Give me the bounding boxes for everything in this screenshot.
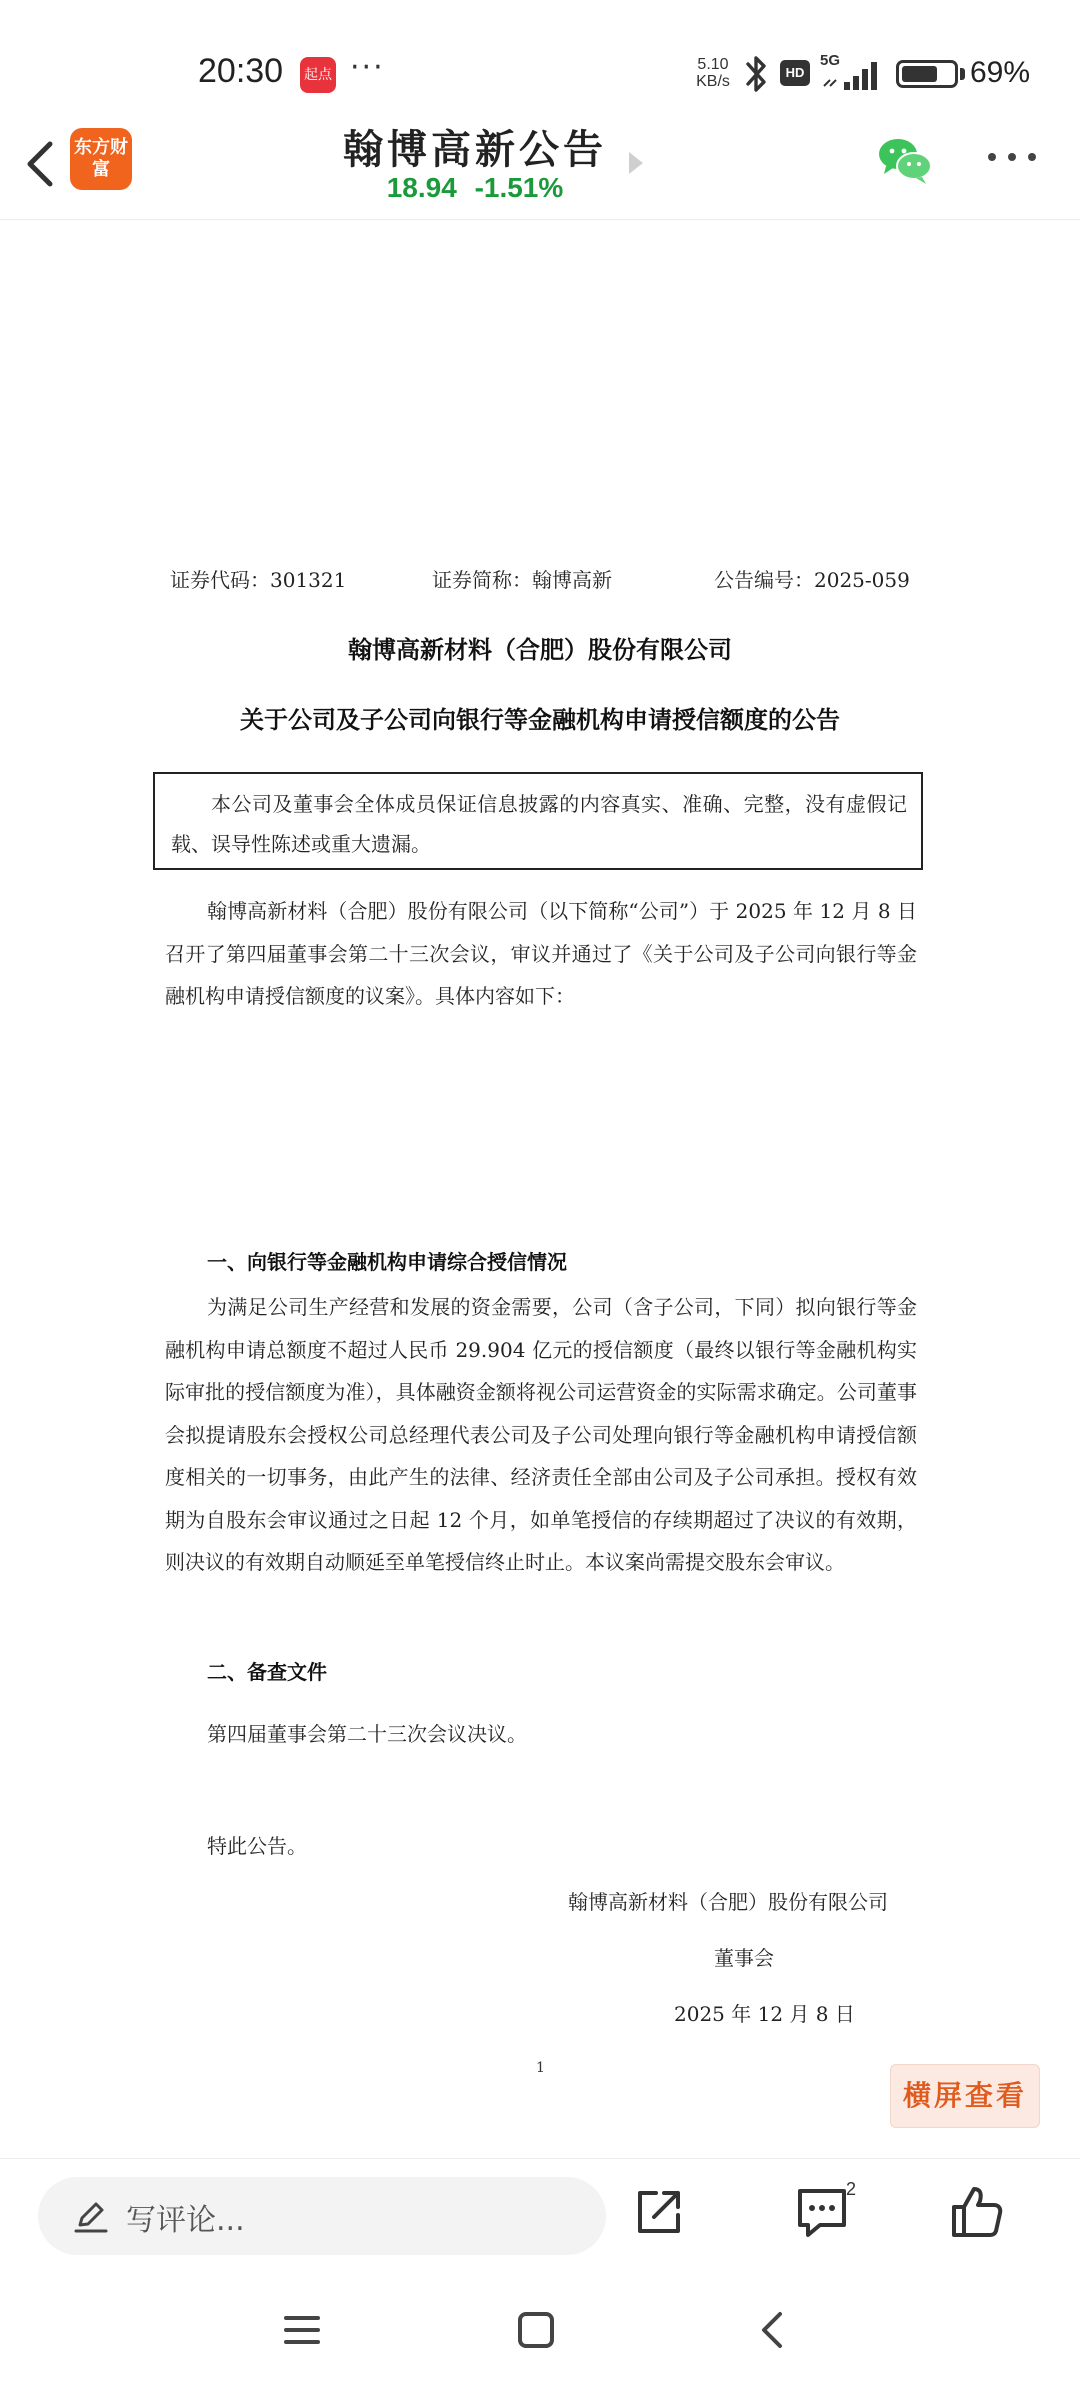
signature-company: 翰博高新材料（合肥）股份有限公司	[568, 1890, 888, 1914]
nav-back-icon[interactable]	[752, 2308, 792, 2352]
status-bar	[0, 0, 1080, 120]
signal-icon	[822, 58, 882, 92]
status-time: 20:30	[198, 52, 284, 90]
bottom-action-bar	[0, 2158, 1080, 2270]
notification-app-badge: 起点	[300, 57, 336, 93]
chevron-right-icon[interactable]	[626, 148, 646, 178]
stock-quote[interactable]	[360, 172, 590, 204]
page-number: 1	[536, 2060, 545, 2076]
comment-input[interactable]	[38, 2177, 606, 2255]
signature-date: 2025 年 12 月 8 日	[674, 2002, 855, 2026]
notification-more: ···	[350, 50, 385, 85]
battery-level	[902, 66, 937, 82]
network-type: 5G	[820, 52, 841, 69]
network-speed: 5.10 KB/s	[696, 56, 730, 90]
announcement-document[interactable]	[0, 220, 1080, 2076]
signature-board: 董事会	[714, 1946, 774, 1970]
bluetooth-icon	[742, 54, 770, 94]
section-1-paragraph: 为满足公司生产经营和发展的资金需要，公司（含子公司，下同）拟向银行等金融机构申请总额度不超过人民币 29.904 亿元的授信额度（最终以银行等金融机构实际审批的授信额度为准），具体融资金额将视公司运营资金的实际需求确定。公司董事会拟提请股东会授权公司总经理代表公司及子公司处理向银行等金融机构申请授信额度相关的一切事务，由此产生的法律、经济责任全部由公司及子公司承担。授权有效期为自股东会审议通过之日起 12 个月，如单笔授信的存续期超过了决议的有效期，则决议的有效期自动顺延至单笔授信终止时止。本议案尚需提交股东会审议。	[165, 1295, 917, 1574]
pen-icon	[72, 2197, 110, 2235]
menu-icon[interactable]	[282, 2310, 322, 2350]
app-logo[interactable]: 东方财富	[70, 128, 132, 190]
battery-cap	[960, 68, 965, 80]
wechat-icon[interactable]	[876, 134, 934, 186]
disclosure-notice: 本公司及董事会全体成员保证信息披露的内容真实、准确、完整，没有虚假记载、误导性陈述或重大遗漏。	[153, 772, 923, 870]
document-header	[170, 564, 910, 594]
home-square-icon[interactable]	[516, 2310, 556, 2350]
comment-bubble-icon[interactable]	[792, 2185, 852, 2241]
comment-count-badge: 2	[846, 2179, 857, 2199]
security-short-name: 证券简称：翰博高新	[432, 568, 612, 592]
comment-placeholder: 写评论...	[126, 2203, 245, 2238]
share-icon[interactable]	[632, 2185, 686, 2239]
security-code: 证券代码：301321	[170, 568, 347, 592]
document-company-name: 翰博高新材料（合肥）股份有限公司	[348, 635, 732, 664]
stock-change: -1.51%	[474, 172, 564, 203]
closing-line: 特此公告。	[207, 1834, 307, 1858]
hd-icon: HD	[780, 60, 810, 86]
battery-icon	[896, 60, 958, 88]
page-title: 翰博高新公告	[343, 126, 607, 173]
more-dots-icon[interactable]	[986, 142, 1038, 172]
announcement-number: 公告编号：2025-059	[714, 568, 910, 592]
intro-paragraph: 翰博高新材料（合肥）股份有限公司（以下简称“公司”）于 2025 年 12 月 8 日召开了第四届董事会第二十三次会议，审议并通过了《关于公司及子公司向银行等金融机构申请授信额度的议案》。具体内容如下：	[165, 899, 917, 1008]
document-title: 关于公司及子公司向银行等金融机构申请授信额度的公告	[240, 705, 840, 734]
stock-price: 18.94	[386, 172, 457, 203]
section-1-heading: 一、向银行等金融机构申请综合授信情况	[207, 1250, 567, 1274]
title-bar	[0, 112, 1080, 220]
system-navigation-bar	[0, 2270, 1080, 2400]
section-2-paragraph: 第四届董事会第二十三次会议决议。	[207, 1722, 527, 1746]
battery-percent: 69%	[970, 56, 1031, 89]
section-2-heading: 二、备查文件	[207, 1660, 327, 1684]
thumbs-up-icon[interactable]	[948, 2183, 1004, 2241]
back-arrow-icon[interactable]	[14, 132, 70, 196]
landscape-view-button[interactable]: 横屏查看	[890, 2064, 1040, 2128]
